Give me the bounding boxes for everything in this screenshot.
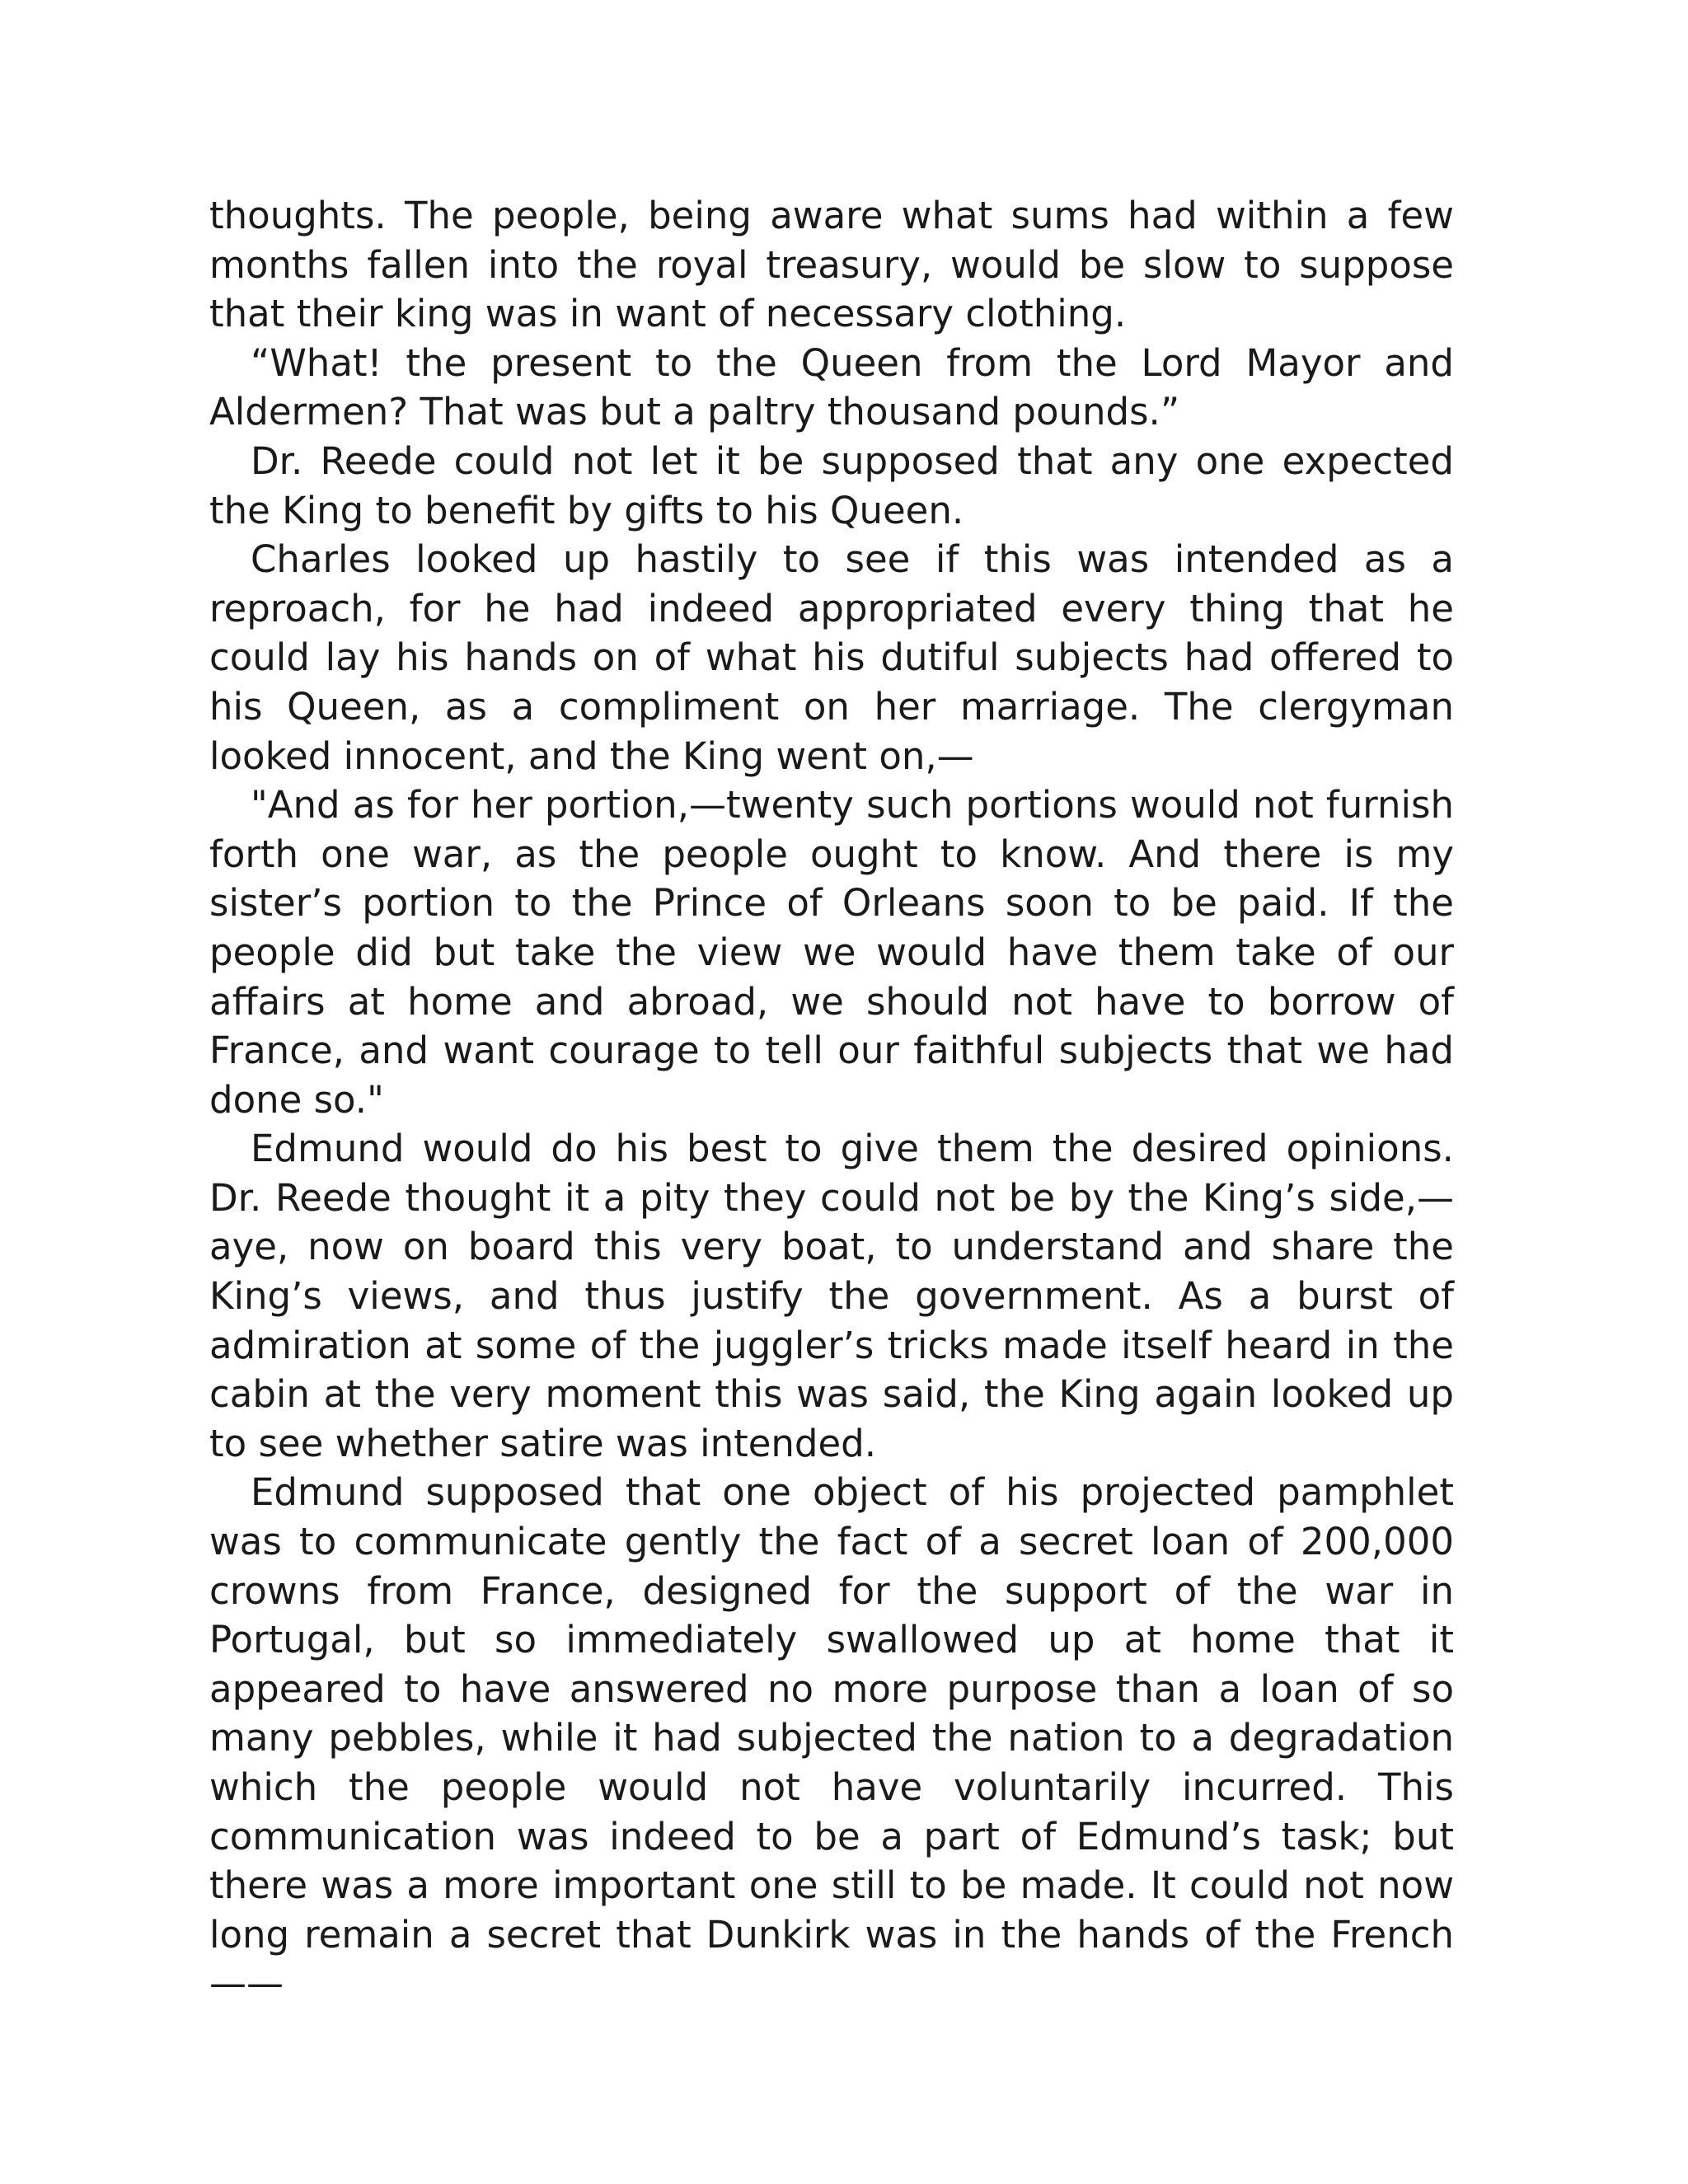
paragraph-5: "And as for her portion,—twenty such portions would not furnish forth one war, as the people ought to know. And there is my sister’s portion to the Prince of Orleans soon to be paid. If the people did but take the view we would have them take of our affairs at home and abroad, we should not have to borrow of France, and want courage to tell our faithful subjects that we had done so." xyxy=(209,783,1454,1122)
paragraph-3: Dr. Reede could not let it be supposed that any one expected the King to benefit by gifts to his Queen. xyxy=(209,438,1454,532)
paragraph-2: “What! the present to the Queen from the Lord Mayor and Aldermen? That was but a paltry thousand pounds.” xyxy=(209,340,1454,434)
page-body xyxy=(209,191,1454,2008)
paragraph-1: thoughts. The people, being aware what sums had within a few months fallen into the royal treasury, would be slow to suppose that their king was in want of necessary clothing. xyxy=(209,194,1454,336)
paragraph-7: Edmund supposed that one object of his projected pamphlet was to communicate gently the fact of a secret loan of 200,000 crowns from France, designed for the support of the war in Portugal, but so immediately swallowed up at home that it appeared to have answered no more purpose than a loan of so many pebbles, while it had subjected the nation to a degradation which the people would not have voluntarily incurred. This communication was indeed to be a part of Edmund’s task; but there was a more important one still to be made. It could not now long remain a secret that Dunkirk was in the hands of the French—— xyxy=(209,1470,1454,2006)
paragraph-6: Edmund would do his best to give them the desired opinions. Dr. Reede thought it a pity they could not be by the King’s side,—aye, now on board this very boat, to understand and share the King’s views, and thus justify the government. As a burst of admiration at some of the juggler’s tricks made itself heard in the cabin at the very moment this was said, the King again looked up to see whether satire was intended. xyxy=(209,1127,1454,1465)
paragraph-4: Charles looked up hastily to see if this was intended as a reproach, for he had indeed appropriated every thing that he could lay his hands on of what his dutiful subjects had offered to his Queen, as a compliment on her marriage. The clergyman looked innocent, and the King went on,— xyxy=(209,537,1454,778)
